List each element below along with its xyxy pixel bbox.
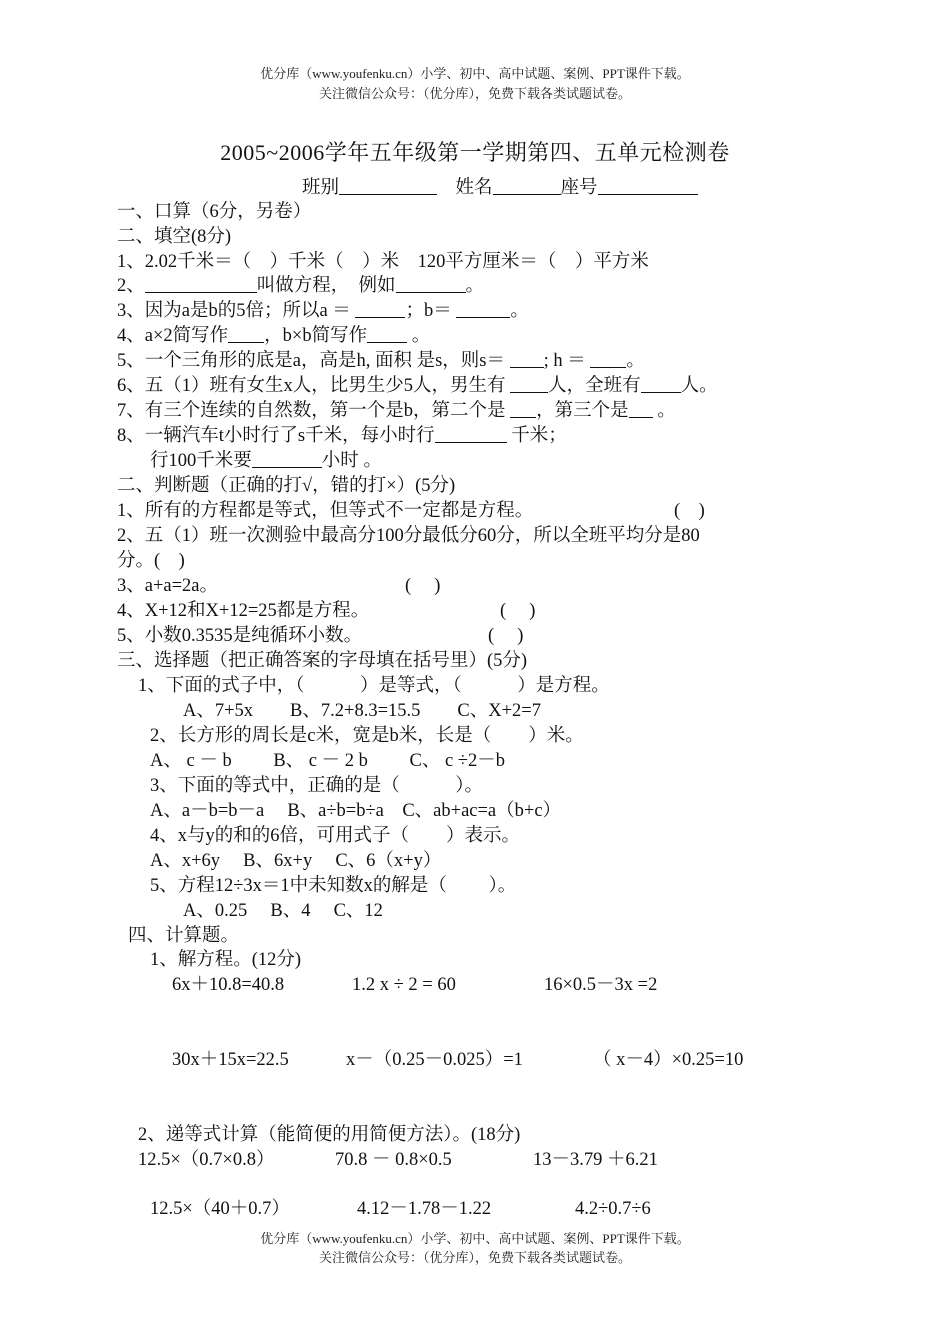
compute-4: 12.5×（40＋0.7） xyxy=(150,1199,290,1219)
fill-q8-blank1[interactable] xyxy=(435,424,507,443)
fill-q8-b: 千米； xyxy=(511,426,567,446)
fill-q3-blank2[interactable] xyxy=(456,299,510,318)
judge-q1-paren[interactable]: ( ) xyxy=(674,501,705,521)
choice-q4: 4、x与y的和的6倍，可用式子（ ）表示。 xyxy=(150,826,521,846)
fill-q6-a: 6、五（1）班有女生x人，比男生少5人，男生有 xyxy=(117,376,506,396)
equation-5: x－（0.25－0.025）=1 xyxy=(346,1050,523,1070)
fill-q2-blank2[interactable] xyxy=(396,274,466,293)
compute-3: 13－3.79 ＋6.21 xyxy=(533,1150,658,1170)
fill-q3-c: 。 xyxy=(510,301,529,321)
section2-heading: 二、填空(8分) xyxy=(117,227,232,247)
equation-2: 1.2 x ÷ 2 = 60 xyxy=(352,975,456,995)
fill-q7-b: ，第三个是 xyxy=(536,401,629,421)
compute-5: 4.12－1.78－1.22 xyxy=(357,1199,492,1219)
fill-q4-blank1[interactable] xyxy=(228,324,264,343)
fill-q1: 1、2.02千米＝（ ）千米（ ）米 120平方厘米＝（ ）平方米 xyxy=(117,252,649,272)
fill-q7-a: 7、有三个连续的自然数，第一个是b，第二个是 xyxy=(117,401,506,421)
fill-q8-a: 8、一辆汽车t小时行了s千米，每小时行 xyxy=(117,426,435,446)
fill-q4-c: 。 xyxy=(411,326,431,346)
fill-q2-b: 叫做方程， 例如 xyxy=(256,276,396,296)
choice-q5-options: A、0.25 B、4 C、12 xyxy=(183,901,383,921)
fill-q7-blank1[interactable] xyxy=(510,399,536,418)
header-line-2: 关注微信公众号：（优分库），免费下载各类试题试卷。 xyxy=(318,86,631,101)
judge-q2-cont: 分。( ) xyxy=(117,551,185,571)
fill-q4 xyxy=(117,324,430,348)
fill-q8 xyxy=(117,424,567,448)
fill-q8-blank2[interactable] xyxy=(252,449,322,468)
judge-q3: 3、a+a=2a。 xyxy=(117,576,219,596)
choice-q3: 3、下面的等式中，正确的是（ ）。 xyxy=(150,776,484,796)
fill-q5 xyxy=(117,349,645,373)
fill-q5-blank1[interactable] xyxy=(510,349,544,368)
judge-q4: 4、X+12和X+12=25都是方程。 xyxy=(117,601,370,621)
fill-q6-blank2[interactable] xyxy=(641,374,681,393)
equation-3: 16×0.5－3x =2 xyxy=(544,975,658,995)
fill-q8-c: 行100千米要 xyxy=(150,451,252,471)
equation-6: （ x－4）×0.25=10 xyxy=(593,1050,744,1070)
compute-2: 70.8 － 0.8×0.5 xyxy=(335,1150,452,1170)
exam-title: 2005~2006学年五年级第一学期第四、五单元检测卷 xyxy=(220,140,730,165)
class-blank[interactable] xyxy=(339,176,437,195)
judge-q1: 1、所有的方程都是等式，但等式不一定都是方程。 xyxy=(117,501,534,521)
section4-heading: 三、选择题（把正确答案的字母填在括号里）(5分) xyxy=(117,651,528,671)
fill-q8-cont xyxy=(150,449,382,473)
fill-q6-blank1[interactable] xyxy=(510,374,548,393)
judge-q5-paren[interactable]: ( ) xyxy=(488,626,524,646)
footer-line-1: 优分库（www.youfenku.cn）小学、初中、高中试题、案例、PPT课件下载。 xyxy=(260,1231,690,1246)
fill-q4-blank2[interactable] xyxy=(367,324,407,343)
fill-q4-b: ，b×b简写作 xyxy=(264,326,368,346)
fill-q7-c: 。 xyxy=(657,401,676,421)
section1-heading: 一、口算（6分，另卷） xyxy=(117,202,312,222)
header-line-1: 优分库（www.youfenku.cn）小学、初中、高中试题、案例、PPT课件下载。 xyxy=(260,66,690,81)
class-label: 班别 xyxy=(302,178,340,198)
fill-q5-blank2[interactable] xyxy=(590,349,626,368)
name-label: 姓名 xyxy=(455,178,493,198)
equation-4: 30x＋15x=22.5 xyxy=(172,1050,289,1070)
choice-q2-options: A、 c － b B、 c － 2 b C、 c ÷2－b xyxy=(150,751,505,771)
fill-q2 xyxy=(117,274,484,298)
judge-q3-paren[interactable]: ( ) xyxy=(405,576,441,596)
fill-q6 xyxy=(117,374,718,398)
fill-q7 xyxy=(117,399,676,423)
equation-1: 6x＋10.8=40.8 xyxy=(172,975,285,995)
footer-line-2: 关注微信公众号：（优分库），免费下载各类试题试卷。 xyxy=(318,1250,631,1265)
compute-1: 12.5×（0.7×0.8） xyxy=(138,1150,275,1170)
fill-q3-a: 3、因为a是b的5倍；所以a ＝ xyxy=(117,301,351,321)
fill-q6-b: 人，全班有 xyxy=(548,376,641,396)
judge-q2: 2、五（1）班一次测验中最高分100分最低分60分，所以全班平均分是80 xyxy=(117,526,700,546)
section3-heading: 二、判断题（正确的打√，错的打×）(5分) xyxy=(117,476,456,496)
fill-q6-c: 人。 xyxy=(680,376,718,396)
choice-q1-options: A、7+5x B、7.2+8.3=15.5 C、X+2=7 xyxy=(183,701,541,721)
fill-q3 xyxy=(117,299,529,323)
seat-blank[interactable] xyxy=(598,176,698,195)
compute-6: 4.2÷0.7÷6 xyxy=(575,1199,651,1219)
fill-q3-blank1[interactable] xyxy=(355,299,405,318)
calc-sub1-heading: 1、解方程。(12分) xyxy=(150,950,302,970)
fill-q5-b: ; h ＝ xyxy=(543,351,586,371)
fill-q5-c: 。 xyxy=(626,351,645,371)
fill-q8-d: 小时 。 xyxy=(321,451,382,471)
judge-q5: 5、小数0.3535是纯循环小数。 xyxy=(117,626,363,646)
calc-sub2-heading: 2、递等式计算（能简便的用简便方法）。(18分) xyxy=(138,1125,521,1145)
choice-q2: 2、长方形的周长是c米，宽是b米，长是（ ）米。 xyxy=(150,726,584,746)
section5-heading: 四、计算题。 xyxy=(128,926,240,946)
fill-q4-a: 4、a×2简写作 xyxy=(117,326,229,346)
fill-q3-b: ；b＝ xyxy=(405,301,452,321)
choice-q4-options: A、x+6y B、6x+y C、6（x+y） xyxy=(150,851,442,871)
choice-q3-options: A、a－b=b－a B、a÷b=b÷a C、ab+ac=a（b+c） xyxy=(150,801,562,821)
fill-q7-blank2[interactable] xyxy=(629,399,653,418)
name-blank[interactable] xyxy=(493,176,561,195)
choice-q1: 1、下面的式子中，（ ）是等式，（ ）是方程。 xyxy=(138,676,610,696)
judge-q4-paren[interactable]: ( ) xyxy=(500,601,536,621)
fill-q2-c: 。 xyxy=(465,276,485,296)
choice-q5: 5、方程12÷3x＝1中未知数x的解是（ ）。 xyxy=(150,876,517,896)
fill-q2-a: 2、 xyxy=(117,276,145,296)
fill-q2-blank1[interactable] xyxy=(145,274,257,293)
fill-q5-a: 5、一个三角形的底是a，高是h, 面积 是s，则s＝ xyxy=(117,351,505,371)
seat-label: 座号 xyxy=(560,178,598,198)
student-info xyxy=(302,176,698,200)
